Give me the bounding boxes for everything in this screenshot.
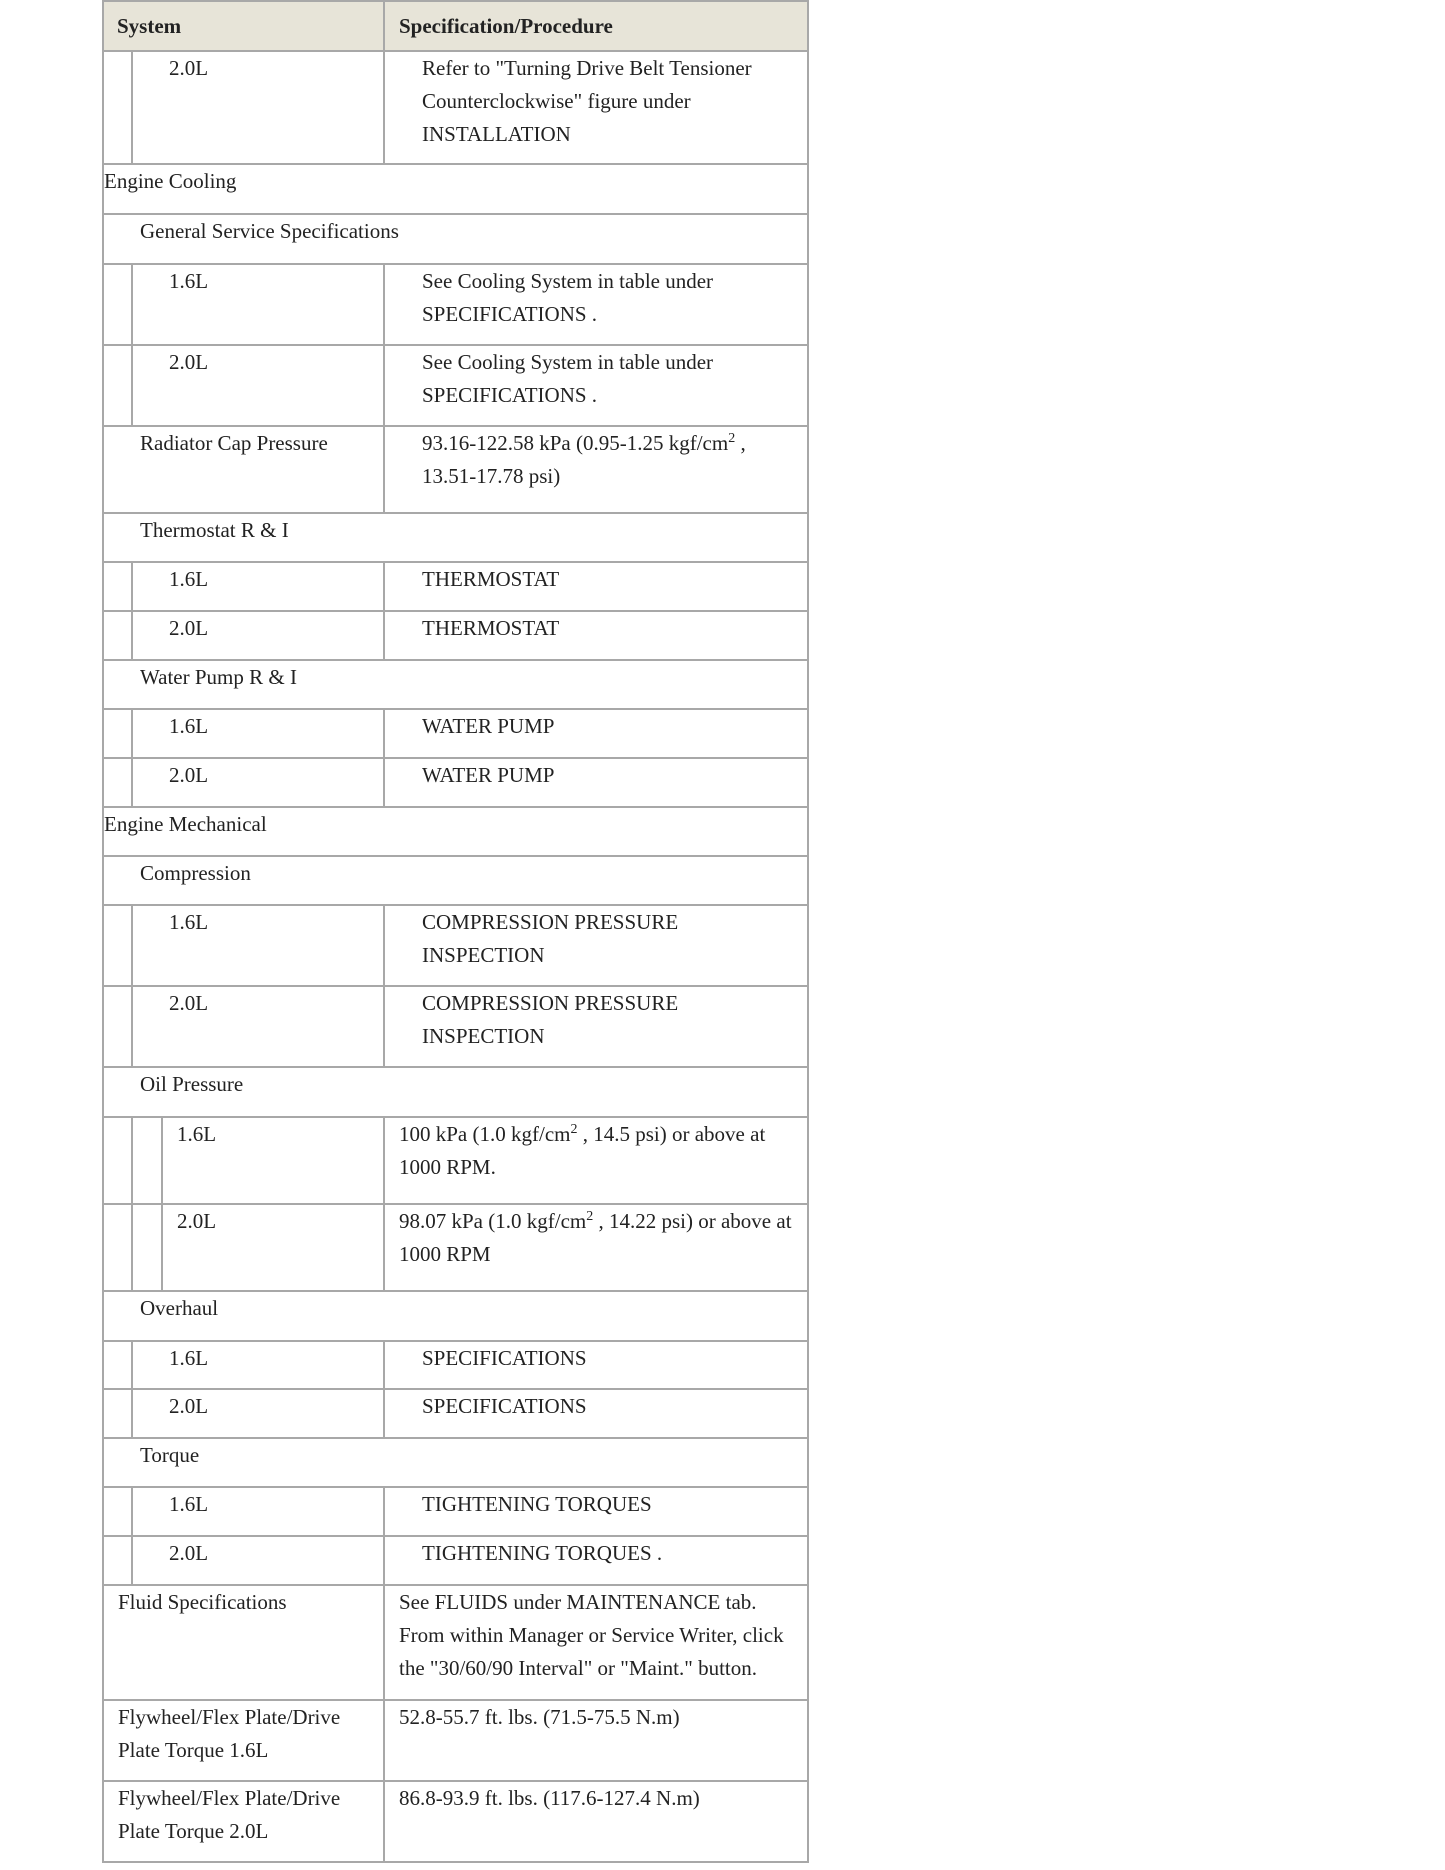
spec-cell: THERMOSTAT bbox=[384, 611, 808, 660]
category-label: Engine Cooling bbox=[103, 164, 808, 214]
table-row bbox=[103, 426, 808, 513]
system-cell: 2.0L bbox=[132, 986, 384, 1067]
subcategory-row bbox=[103, 1291, 808, 1341]
indent-cell bbox=[103, 1341, 132, 1389]
table-row bbox=[103, 709, 808, 758]
superscript: 2 bbox=[570, 1122, 578, 1137]
table-header-row bbox=[103, 1, 808, 51]
indent-cell bbox=[132, 1204, 162, 1291]
subcategory-label: Thermostat R & I bbox=[103, 513, 808, 562]
system-cell: 2.0L bbox=[132, 51, 384, 164]
system-cell: Radiator Cap Pressure bbox=[103, 426, 384, 513]
system-cell: Fluid Specifications bbox=[103, 1585, 384, 1700]
spec-cell: WATER PUMP bbox=[384, 758, 808, 807]
specification-table bbox=[102, 0, 809, 1863]
indent-cell bbox=[103, 1487, 132, 1536]
table-row bbox=[103, 758, 808, 807]
indent-cell bbox=[103, 264, 132, 345]
system-cell: 2.0L bbox=[132, 1389, 384, 1438]
spec-text-b: , 14.22 psi) or above at 1000 RPM bbox=[399, 1209, 792, 1266]
indent-cell bbox=[103, 1117, 132, 1204]
table-row bbox=[103, 51, 808, 164]
indent-cell bbox=[103, 562, 132, 611]
subcategory-label: General Service Specifications bbox=[103, 214, 808, 264]
subcategory-label: Compression bbox=[103, 856, 808, 905]
spec-cell bbox=[384, 1117, 808, 1204]
category-row bbox=[103, 807, 808, 856]
spec-text-a: 98.07 kPa (1.0 kgf/cm bbox=[399, 1209, 587, 1233]
spec-cell bbox=[384, 426, 808, 513]
table-row bbox=[103, 345, 808, 426]
table-row bbox=[103, 1585, 808, 1700]
spec-cell: THERMOSTAT bbox=[384, 562, 808, 611]
spec-text-b: , 13.51-17.78 psi) bbox=[422, 431, 746, 488]
spec-cell: SPECIFICATIONS bbox=[384, 1341, 808, 1389]
category-label: Engine Mechanical bbox=[103, 807, 808, 856]
spec-cell: COMPRESSION PRESSURE INSPECTION bbox=[384, 986, 808, 1067]
table-row bbox=[103, 1204, 808, 1291]
system-cell: 2.0L bbox=[162, 1204, 384, 1291]
spec-cell: COMPRESSION PRESSURE INSPECTION bbox=[384, 905, 808, 986]
spec-cell: 86.8-93.9 ft. lbs. (117.6-127.4 N.m) bbox=[384, 1781, 808, 1862]
header-system: System bbox=[103, 1, 384, 51]
system-cell: 1.6L bbox=[132, 264, 384, 345]
system-cell: 1.6L bbox=[132, 709, 384, 758]
superscript: 2 bbox=[728, 431, 736, 446]
indent-cell bbox=[103, 51, 132, 164]
spec-cell: Refer to "Turning Drive Belt Tensioner Counterclockwise" figure under INSTALLATION bbox=[384, 51, 808, 164]
system-cell: 1.6L bbox=[132, 1341, 384, 1389]
table-row bbox=[103, 1341, 808, 1389]
spec-cell: 52.8-55.7 ft. lbs. (71.5-75.5 N.m) bbox=[384, 1700, 808, 1781]
table-row bbox=[103, 1781, 808, 1862]
system-cell: 1.6L bbox=[162, 1117, 384, 1204]
subcategory-row bbox=[103, 513, 808, 562]
spec-cell: WATER PUMP bbox=[384, 709, 808, 758]
indent-cell bbox=[103, 758, 132, 807]
spec-cell: TIGHTENING TORQUES bbox=[384, 1487, 808, 1536]
subcategory-row bbox=[103, 214, 808, 264]
system-cell: 2.0L bbox=[132, 611, 384, 660]
table-row bbox=[103, 1700, 808, 1781]
subcategory-label: Overhaul bbox=[103, 1291, 808, 1341]
indent-cell bbox=[103, 1536, 132, 1585]
indent-cell bbox=[103, 1389, 132, 1438]
indent-cell bbox=[103, 905, 132, 986]
system-cell: 2.0L bbox=[132, 758, 384, 807]
table-row bbox=[103, 905, 808, 986]
table-row bbox=[103, 1536, 808, 1585]
spec-text-b: , 14.5 psi) or above at 1000 RPM. bbox=[399, 1122, 766, 1179]
table-row bbox=[103, 1117, 808, 1204]
indent-cell bbox=[132, 1117, 162, 1204]
subcategory-row bbox=[103, 856, 808, 905]
system-cell: 1.6L bbox=[132, 905, 384, 986]
spec-cell bbox=[384, 1204, 808, 1291]
spec-cell: SPECIFICATIONS bbox=[384, 1389, 808, 1438]
header-specification: Specification/Procedure bbox=[384, 1, 808, 51]
table-row bbox=[103, 562, 808, 611]
system-cell: 2.0L bbox=[132, 1536, 384, 1585]
indent-cell bbox=[103, 345, 132, 426]
table-row bbox=[103, 264, 808, 345]
subcategory-label: Torque bbox=[103, 1438, 808, 1487]
table-row bbox=[103, 1487, 808, 1536]
indent-cell bbox=[103, 611, 132, 660]
subcategory-row bbox=[103, 660, 808, 709]
spec-text-a: 93.16-122.58 kPa (0.95-1.25 kgf/cm bbox=[422, 431, 729, 455]
spec-cell: See Cooling System in table under SPECIFICATIONS . bbox=[384, 345, 808, 426]
table-row bbox=[103, 611, 808, 660]
table-row bbox=[103, 986, 808, 1067]
spec-cell: See FLUIDS under MAINTENANCE tab. From within Manager or Service Writer, click the "30/60/90 Interval" or "Maint." button. bbox=[384, 1585, 808, 1700]
indent-cell bbox=[103, 986, 132, 1067]
table-row bbox=[103, 1389, 808, 1438]
subcategory-row bbox=[103, 1438, 808, 1487]
indent-cell bbox=[103, 1204, 132, 1291]
system-cell: 1.6L bbox=[132, 562, 384, 611]
subcategory-label: Oil Pressure bbox=[103, 1067, 808, 1117]
superscript: 2 bbox=[586, 1209, 594, 1224]
spec-cell: See Cooling System in table under SPECIFICATIONS . bbox=[384, 264, 808, 345]
spec-text-a: 100 kPa (1.0 kgf/cm bbox=[399, 1122, 571, 1146]
system-cell: 2.0L bbox=[132, 345, 384, 426]
system-cell: Flywheel/Flex Plate/Drive Plate Torque 2.0L bbox=[103, 1781, 384, 1862]
system-cell: 1.6L bbox=[132, 1487, 384, 1536]
spec-cell: TIGHTENING TORQUES . bbox=[384, 1536, 808, 1585]
subcategory-label: Water Pump R & I bbox=[103, 660, 808, 709]
category-row bbox=[103, 164, 808, 214]
system-cell: Flywheel/Flex Plate/Drive Plate Torque 1.6L bbox=[103, 1700, 384, 1781]
subcategory-row bbox=[103, 1067, 808, 1117]
indent-cell bbox=[103, 709, 132, 758]
